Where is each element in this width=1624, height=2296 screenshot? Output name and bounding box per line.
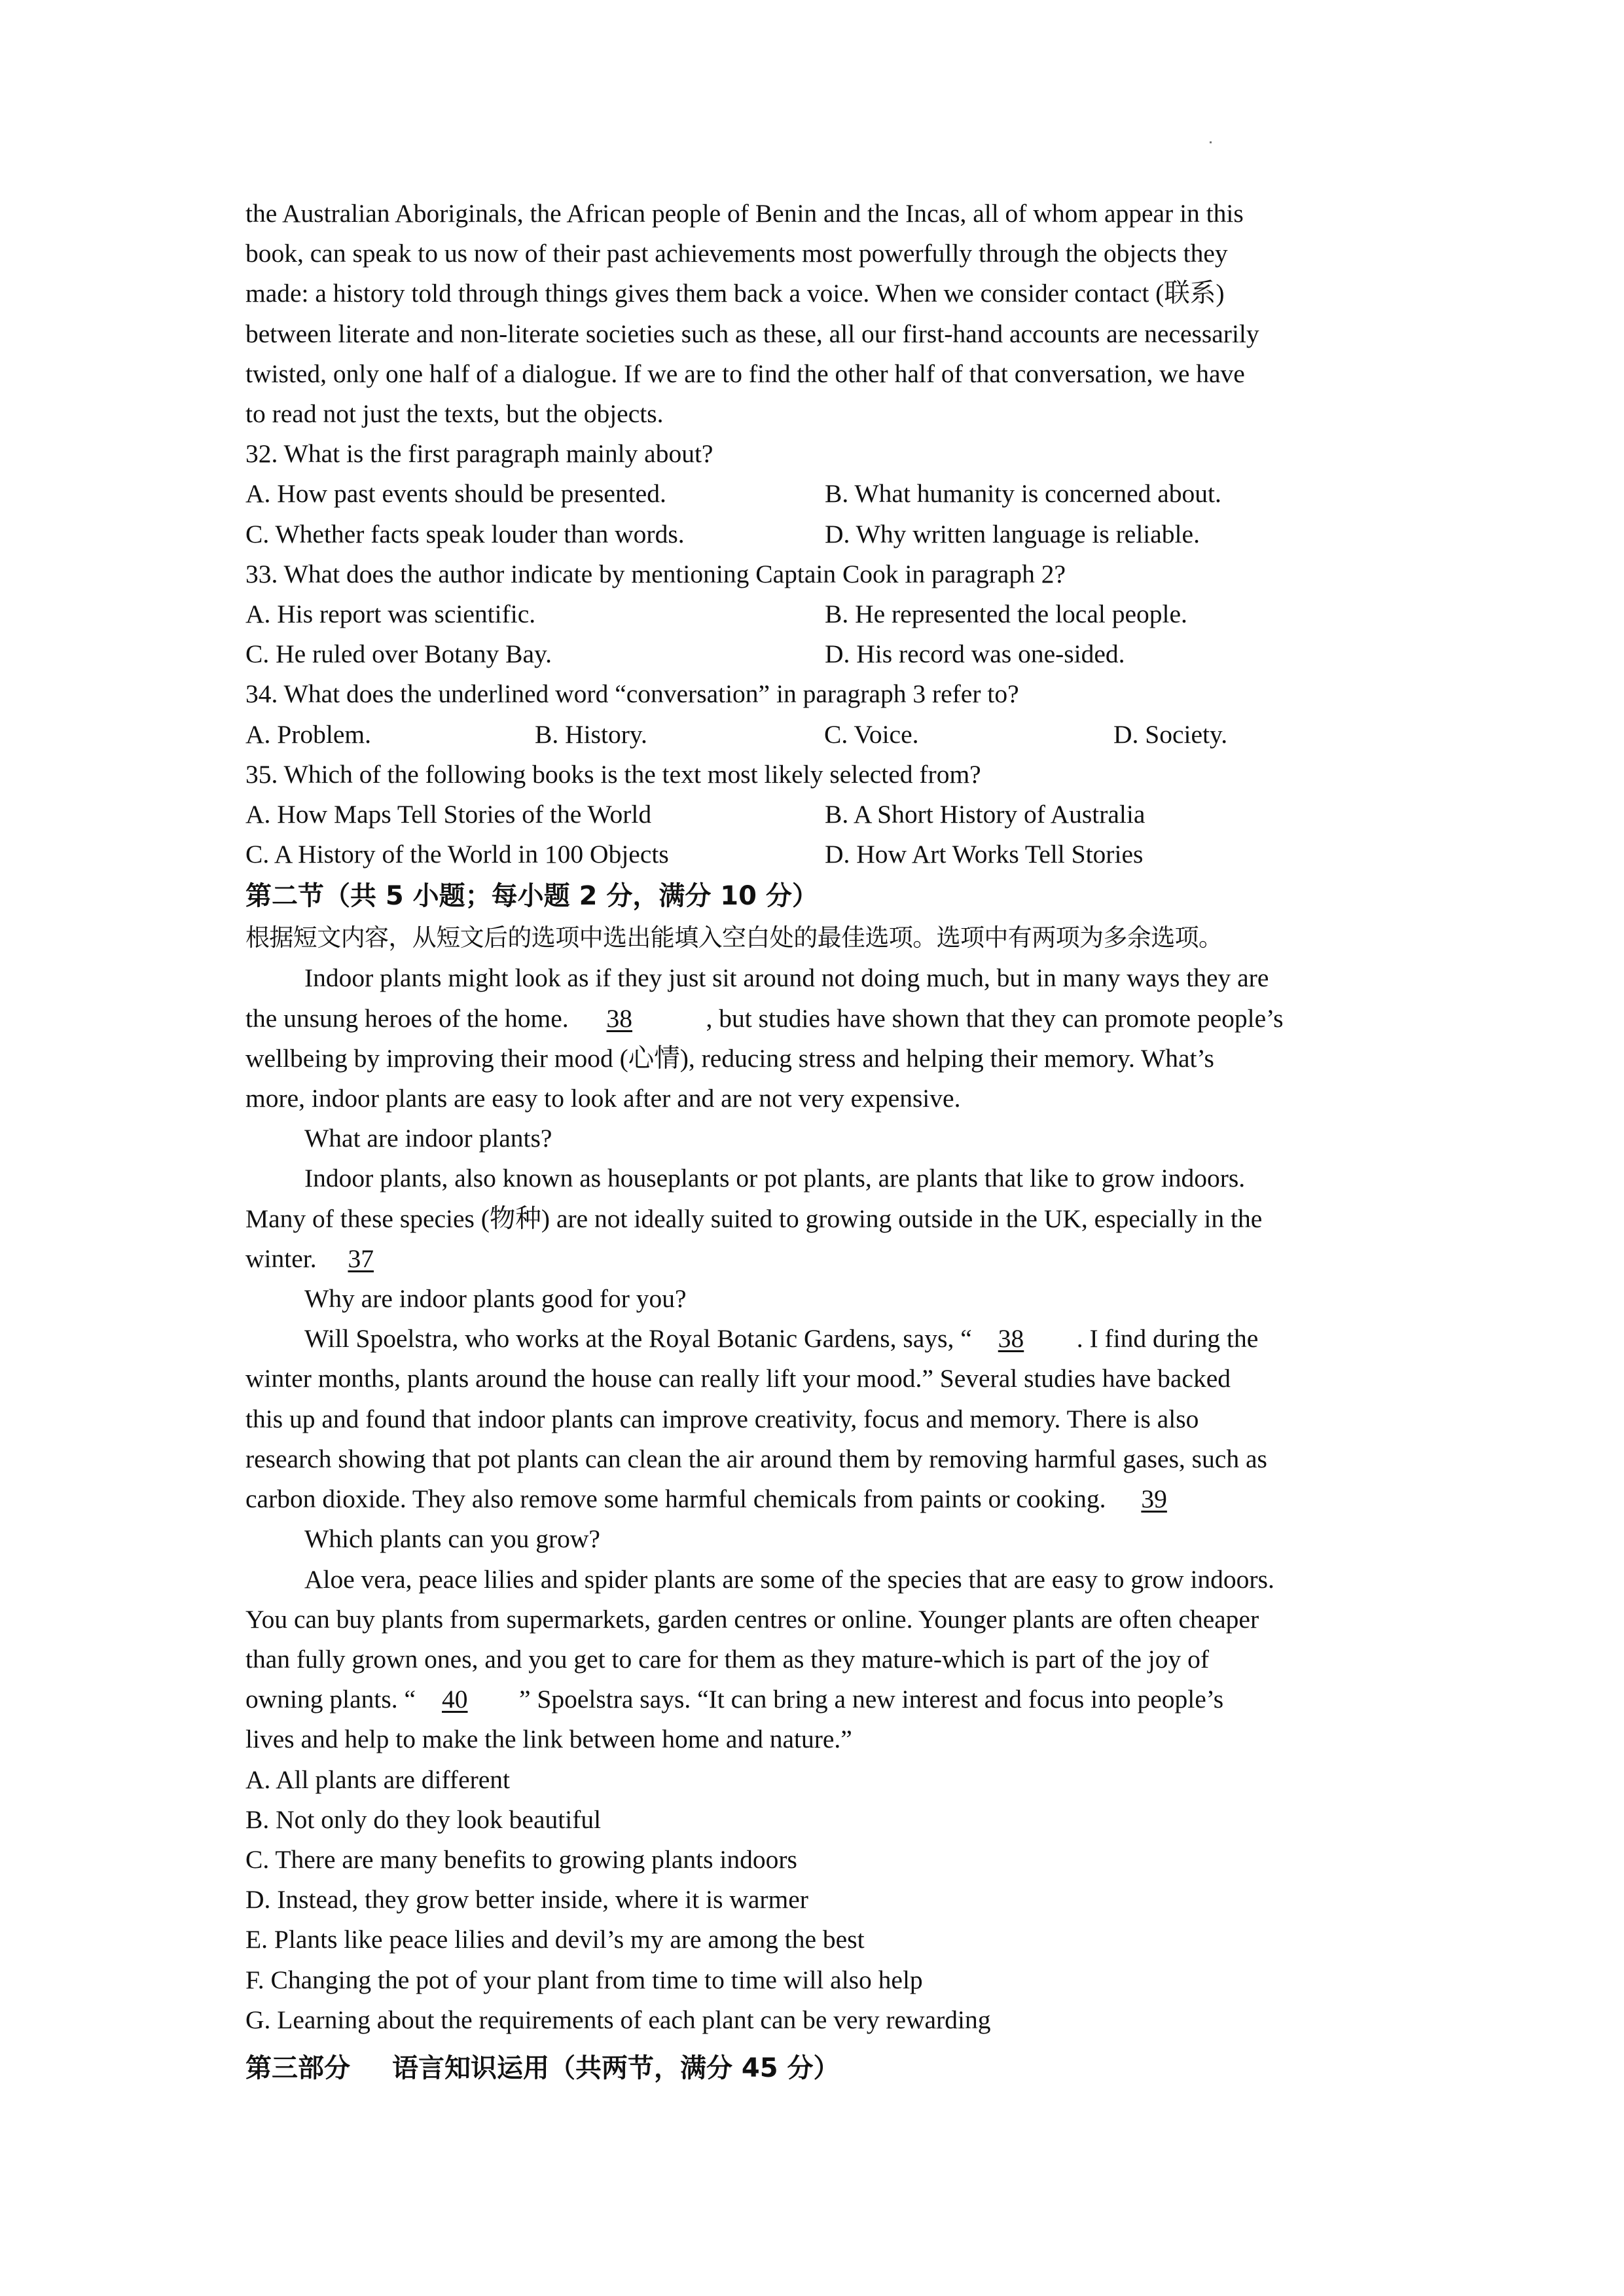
option-b[interactable]: B. What humanity is concerned about. [825,479,1221,509]
cloze-option-a[interactable]: A. All plants are different [245,1765,511,1794]
cloze-option-d[interactable]: D. Instead, they grow better inside, where it is warmer [245,1885,808,1914]
subheading: Which plants can you grow? [304,1524,600,1554]
cloze-option-c[interactable]: C. There are many benefits to growing plants indoors [245,1844,797,1874]
section-2-instruction: 根据短文内容，从短文后的选项中选出能填入空白处的最佳选项。选项中有两项为多余选项。 [245,924,1223,952]
passage-line: Many of these species (物种) are not ideally suited to growing outside in the UK, especially in the [245,1204,1263,1233]
passage-line: twisted, only one half of a dialogue. If we are to find the other half of that conversation, we have [245,359,1245,388]
cloze-option-b[interactable]: B. Not only do they look beautiful [245,1804,602,1834]
passage-line: more, indoor plants are easy to look after and are not very expensive. [245,1084,961,1113]
section-3-part: 第三部分 [245,2053,350,2083]
question-stem: 32. What is the first paragraph mainly about? [245,439,713,469]
blank-38[interactable]: 38 [998,1324,1024,1354]
option-b[interactable]: B. He represented the local people. [825,600,1187,629]
blank-40[interactable]: 40 [442,1685,468,1714]
passage-line: owning plants. “ 40 ” Spoelstra says. “It can bring a new interest and focus into people’s [245,1679,1388,1719]
passage-line: Indoor plants might look as if they just sit around not doing much, but in many ways they are [304,963,1269,993]
section-2-heading: 第二节（共 5 小题；每小题 2 分，满分 10 分） [245,881,818,912]
question-33 [245,554,1388,675]
cloze-option-g[interactable]: G. Learning about the requirements of each plant can be very rewarding [245,2005,991,2034]
option-c[interactable]: C. A History of the World in 100 Objects [245,840,669,869]
passage-line: carbon dioxide. They also remove some harmful chemicals from paints or cooking. 39 [245,1479,1388,1519]
section-3-title: 语言知识运用（共两节，满分 45 分） [392,2053,840,2083]
option-d[interactable]: D. Why written language is reliable. [825,519,1200,548]
passage-line: between literate and non-literate societies such as these, all our first-hand accounts are necessarily [245,319,1259,348]
option-d[interactable]: D. Society. [1113,719,1228,749]
passage-line: book, can speak to us now of their past achievements most powerfully through the objects they [245,239,1228,268]
passage-line: Will Spoelstra, who works at the Royal Botanic Gardens, says, “ 38 . I find during the [245,1319,1388,1359]
option-a[interactable]: A. How past events should be presented. [245,479,666,509]
option-a[interactable]: A. His report was scientific. [245,600,536,629]
option-b[interactable]: B. A Short History of Australia [825,800,1146,829]
subheading: Why are indoor plants good for you? [304,1284,687,1314]
passage-line: wellbeing by improving their mood (心情), reducing stress and helping their memory. What’s [245,1043,1214,1073]
scan-speck [1210,141,1212,143]
passage-line: Aloe vera, peace lilies and spider plants are some of the species that are easy to grow indoors. [304,1564,1274,1594]
passage-line: to read not just the texts, but the objects. [245,399,664,429]
question-stem: 35. Which of the following books is the text most likely selected from? [245,759,981,789]
passage-line: the Australian Aboriginals, the African people of Benin and the Incas, all of whom appear in this [245,199,1244,228]
question-32 [245,434,1388,554]
option-c[interactable]: C. Voice. [824,719,919,749]
option-c[interactable]: C. Whether facts speak louder than words. [245,519,685,548]
passage-line: the unsung heroes of the home. 38 , but studies have shown that they can promote people’s [245,999,1388,1039]
cloze-options [245,1760,1388,2040]
cloze-option-f[interactable]: F. Changing the pot of your plant from time to time will also help [245,1965,923,1994]
passage-line: research showing that pot plants can clean the air around them by removing harmful gases, such as [245,1444,1267,1473]
passage-line: this up and found that indoor plants can improve creativity, focus and memory. There is also [245,1404,1199,1433]
option-d[interactable]: D. How Art Works Tell Stories [825,840,1144,869]
passage-line: winter. 37 [245,1239,1388,1279]
blank-38[interactable]: 38 [606,1003,633,1033]
passage-line: made: a history told through things gives them back a voice. When we consider contact (联系) [245,279,1225,308]
blank-39[interactable]: 39 [1141,1484,1167,1514]
exam-page [245,194,1388,2090]
passage-line: You can buy plants from supermarkets, garden centres or online. Younger plants are often cheaper [245,1604,1259,1634]
section-3-heading [245,2047,1388,2090]
option-b[interactable]: B. History. [535,719,647,749]
question-35 [245,755,1388,875]
option-c[interactable]: C. He ruled over Botany Bay. [245,639,552,669]
option-a[interactable]: A. How Maps Tell Stories of the World [245,800,652,829]
option-d[interactable]: D. His record was one-sided. [825,639,1125,669]
passage-end [245,194,1388,434]
passage-line: Indoor plants, also known as houseplants or pot plants, are plants that like to grow indoors. [304,1164,1246,1193]
cloze-option-e[interactable]: E. Plants like peace lilies and devil’s my are among the best [245,1925,865,1954]
passage-line: lives and help to make the link between home and nature.” [245,1725,852,1754]
question-stem: 33. What does the author indicate by mentioning Captain Cook in paragraph 2? [245,559,1066,588]
blank-37[interactable]: 37 [348,1244,374,1273]
subheading: What are indoor plants? [304,1124,552,1153]
cloze-passage [245,958,1388,1759]
option-a[interactable]: A. Problem. [245,719,372,749]
question-34 [245,674,1388,754]
question-stem: 34. What does the underlined word “conversation” in paragraph 3 refer to? [245,679,1019,709]
passage-line: winter months, plants around the house can really lift your mood.” Several studies have backed [245,1364,1231,1393]
passage-line: than fully grown ones, and you get to care for them as they mature-which is part of the joy of [245,1644,1210,1674]
